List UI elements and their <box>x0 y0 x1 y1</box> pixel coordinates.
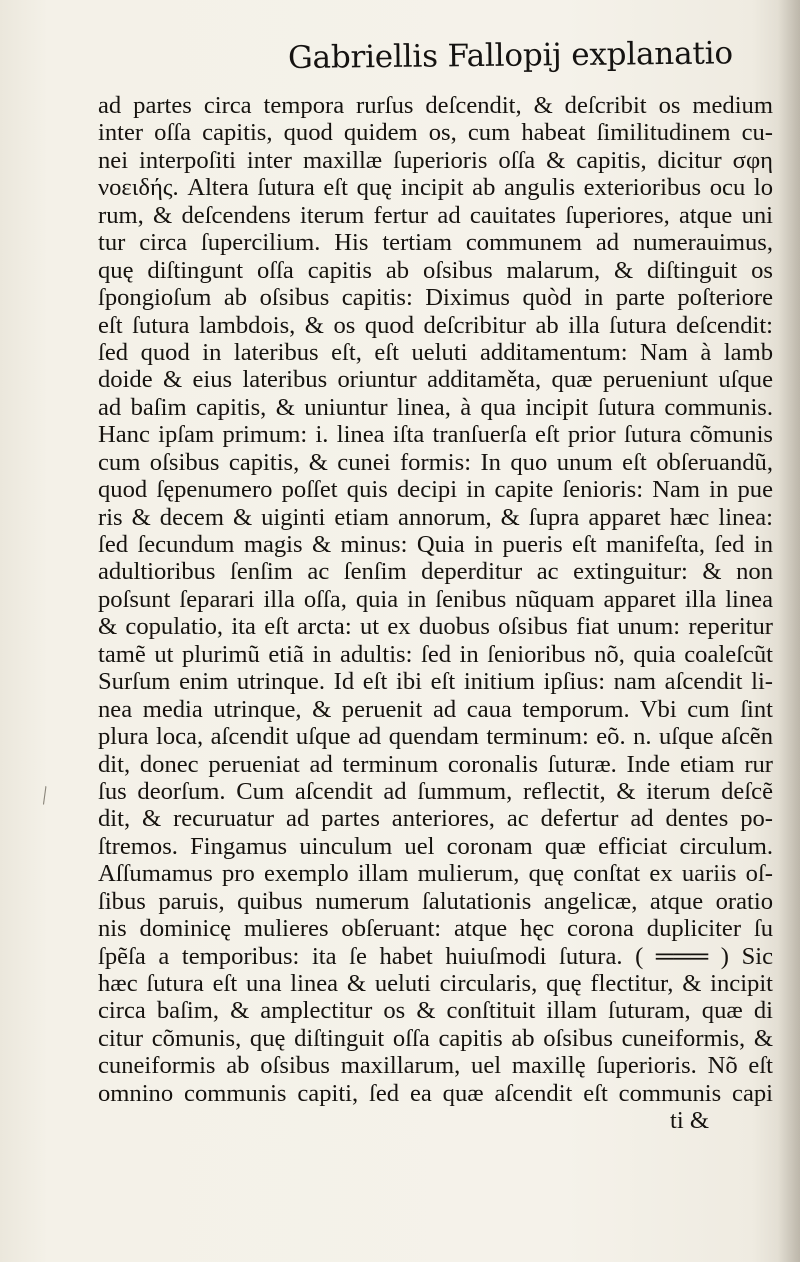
text-line: citur cõmunis, quę diſtinguit oſſa capitis ab oſsibus cuneiformis, & <box>98 1024 773 1052</box>
text-line: ſed ſecundum magis & minus: Quia in pueris eſt manifeſta, ſed in <box>98 531 773 558</box>
text-line: eſt ſutura lambdois, & os quod deſcribitur ab illa ſutura deſcendit: <box>98 311 773 339</box>
text-line: ſibus paruis, quibus numerum ſalutationis angelicæ, atque oratio <box>98 887 773 915</box>
text-line: nis dominicę mulieres obſeruant: atque hęc corona dupliciter ſu <box>98 915 773 943</box>
text-line: tamẽ ut plurimũ etiã in adultis: ſed in ſenioribus nõ, quia coaleſcũt <box>98 640 773 668</box>
text-line: Aſſumamus pro exemplo illam mulierum, quę conſtat ex uariis oſ- <box>98 860 773 888</box>
text-line: ti & <box>670 1107 709 1135</box>
text-line: ad baſim capitis, & uniuntur linea, à qua incipit ſutura communis. <box>98 393 773 421</box>
running-head: Gabriellis Fallopij explanatio <box>287 35 734 76</box>
text-line: ſpẽſa a temporibus: ita ſe habet huiuſmodi ſutura. ( ═══ ) Sic <box>98 942 773 970</box>
text-line: omnino communis capiti, ſed ea quæ aſcendit eſt communis capi <box>98 1079 773 1107</box>
text-line: doide & eius lateribus oriuntur additaměta, quæ perueniunt uſque <box>98 366 773 394</box>
text-line: quę diſtingunt oſſa capitis ab oſsibus malarum, & diſtinguit os <box>98 256 773 284</box>
text-line: poſsunt ſeparari illa oſſa, quia in ſenibus nũquam apparet illa linea <box>98 585 773 613</box>
text-line: inter oſſa capitis, quod quidem os, cum habeat ſimilitudinem cu- <box>98 119 773 147</box>
text-line: cum oſsibus capitis, & cunei formis: In quo unum eſt obſeruandũ, <box>98 448 773 476</box>
body-text <box>98 92 773 1135</box>
text-line: & copulatio, ita eſt arcta: ut ex duobus oſsibus fiat unum: reperitur <box>98 613 773 641</box>
text-line: quod ſępenumero poſſet quis decipi in capite ſenioris: Nam in pue <box>98 476 773 504</box>
text-line: hæc ſutura eſt una linea & ueluti circularis, quę flectitur, & incipit <box>98 970 773 997</box>
text-line: dit, donec perueniat ad terminum coronalis ſuturæ. Inde etiam rur <box>98 750 773 778</box>
text-line: ſtremos. Fingamus uinculum uel coronam quæ efficiat circulum. <box>98 832 773 860</box>
text-line: νοειδής. Altera ſutura eſt quę incipit ab angulis exterioribus ocu lo <box>98 174 773 202</box>
text-line: Hanc ipſam primum: i. linea iſta tranſuerſa eſt prior ſutura cõmunis <box>98 421 773 449</box>
text-line: cuneiformis ab oſsibus maxillarum, uel maxillę ſuperioris. Nõ eſt <box>98 1052 773 1080</box>
text-line: dit, & recuruatur ad partes anteriores, ac defertur ad dentes po- <box>98 805 773 833</box>
text-line: adultioribus ſenſim ac ſenſim deperditur ac extinguitur: & non <box>98 558 773 586</box>
text-line: circa baſim, & amplectitur os & conſtituit illam ſuturam, quæ di <box>98 997 773 1025</box>
text-line: tur circa ſupercilium. His tertiam communem ad numerauimus, <box>98 229 773 257</box>
text-line: ſed quod in lateribus eſt, eſt ueluti additamentum: Nam à lamb <box>98 338 773 366</box>
page-edge-shadow <box>778 0 800 1262</box>
text-line: nei interpoſiti inter maxillæ ſuperioris oſſa & capitis, dicitur σφη <box>98 146 773 174</box>
text-line: ſpongioſum ab oſsibus capitis: Diximus quòd in parte poſteriore <box>98 284 773 312</box>
margin-mark-icon: ╲ <box>36 787 53 805</box>
text-line: plura loca, aſcendit uſque ad quendam terminum: eõ. n. uſque aſcẽn <box>98 723 773 751</box>
text-line: Surſum enim utrinque. Id eſt ibi eſt initium ipſius: nam aſcendit li- <box>98 668 773 696</box>
text-line: ſus deorſum. Cum aſcendit ad ſummum, reflectit, & iterum deſcẽ <box>98 777 773 805</box>
text-line: nea media utrinque, & peruenit ad caua temporum. Vbi cum ſint <box>98 695 773 723</box>
text-line: ris & decem & uiginti etiam annorum, & ſupra apparet hæc linea: <box>98 503 773 531</box>
text-line: ad partes circa tempora rurſus deſcendit, & deſcribit os medium <box>98 92 773 119</box>
text-line: rum, & deſcendens iterum fertur ad cauitates ſuperiores, atque uni <box>98 201 773 229</box>
